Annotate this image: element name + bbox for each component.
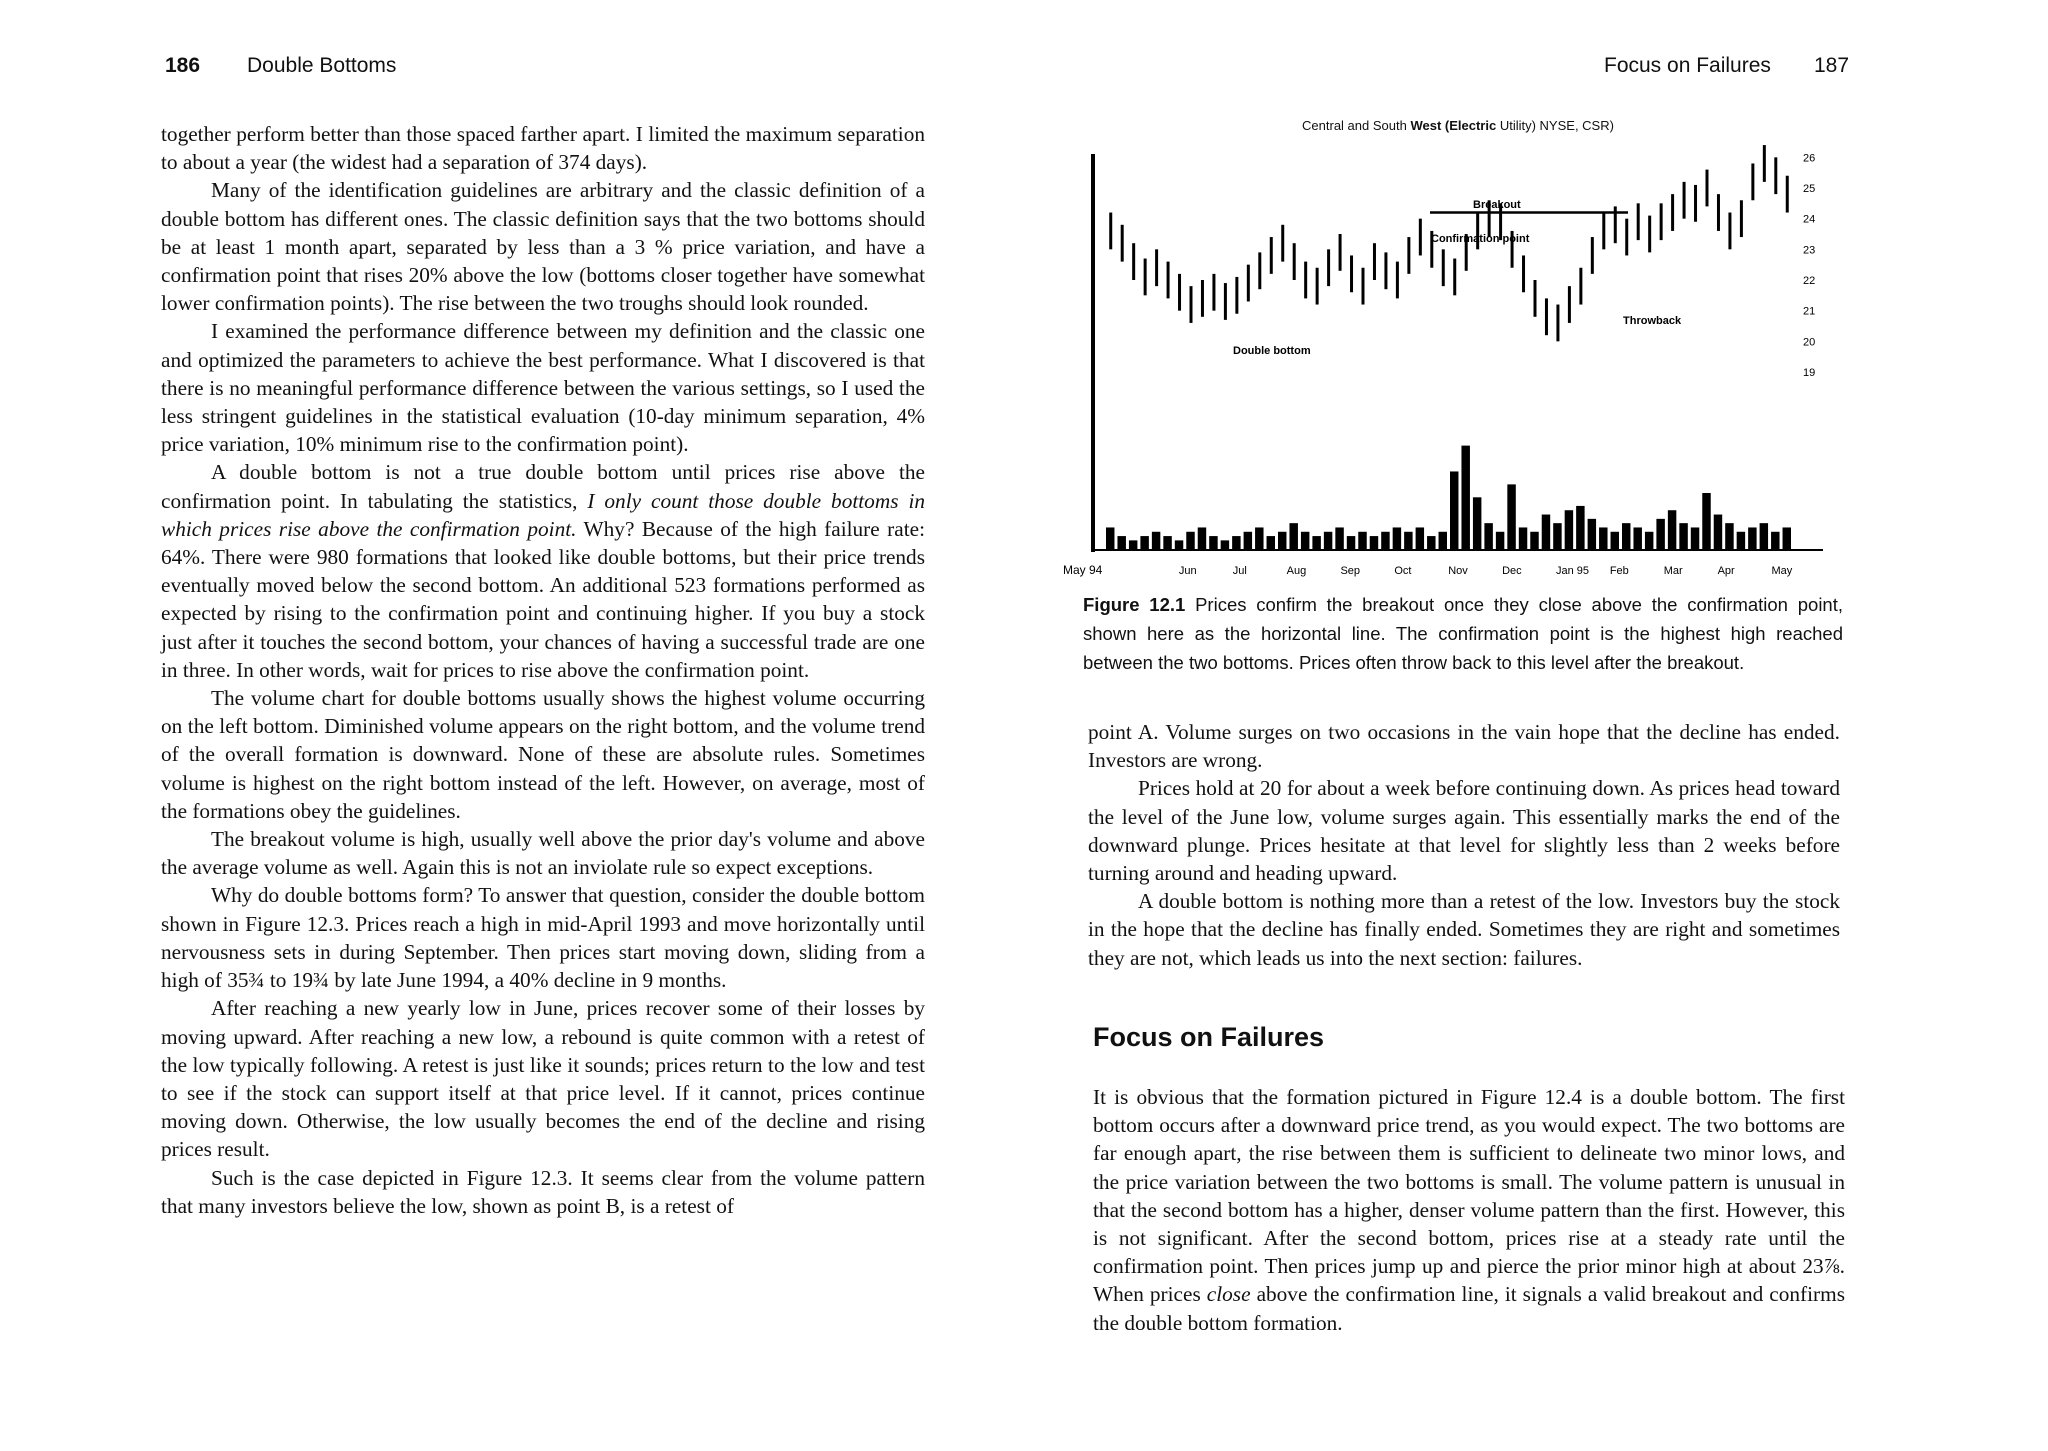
volume-bar [1484, 523, 1492, 549]
volume-bar [1324, 532, 1332, 549]
chart-title-company: Central and South [1302, 118, 1407, 133]
volume-bar [1129, 540, 1137, 549]
volume-bar [1267, 536, 1275, 549]
volume-bar [1347, 536, 1355, 549]
chart-canvas [1063, 112, 1853, 582]
x-tick-label: Jul [1232, 565, 1247, 577]
x-tick-label: Feb [1609, 565, 1629, 577]
right-page-number: 187 [1814, 54, 1850, 77]
volume-bar [1588, 519, 1596, 549]
y-tick-label: 21 [1803, 305, 1816, 318]
y-tick-label: 22 [1803, 275, 1816, 287]
volume-bar [1737, 532, 1745, 549]
volume-bar [1358, 532, 1366, 549]
left-running-head: Double Bottoms [247, 54, 397, 77]
volume-bar [1783, 527, 1791, 549]
volume-bar [1244, 532, 1252, 549]
failures-text-italic: close [1206, 1282, 1251, 1307]
left-text-column [161, 120, 925, 1220]
x-tick-label: Mar [1663, 565, 1683, 577]
volume-bar [1393, 527, 1401, 549]
volume-bar [1771, 532, 1779, 549]
failure-rate-text: Why? Because of the high failure rate: 64%. There were 980 formations that looked like double bottoms, but their price trends eventually moved below the second bottom. An additional 523 formations performed as expected by rising to the confirmation point and continuing higher. If you buy a stock just after it touches the second bottom, your chances of having a successful trade are one in three. In other words, wait for prices to rise above the confirmation point. [161, 516, 925, 682]
volume-bar [1679, 523, 1687, 549]
volume-bar [1427, 536, 1435, 549]
chart-annotation: Breakout [1473, 199, 1521, 211]
chart-title-bold: West (Electric [1410, 118, 1497, 133]
volume-bar [1473, 497, 1481, 549]
x-tick-label: May [1771, 565, 1793, 577]
volume-bar [1622, 523, 1630, 549]
volume-bar [1656, 519, 1664, 549]
y-tick-label: 25 [1803, 183, 1816, 195]
right-running-head: Focus on Failures [1604, 54, 1771, 77]
chart-annotation: Confirmation point [1431, 233, 1530, 245]
figure-label: Figure 12.1 [1083, 594, 1186, 615]
x-tick-label: Aug [1286, 565, 1307, 577]
volume-bar [1278, 532, 1286, 549]
volume-bar [1760, 523, 1768, 549]
figure-caption-text: Prices confirm the breakout once they close above the confirmation point, shown here as the horizontal line. The confirmation point is the highest high reached between the two bottoms. Prices often throw back to this level after the breakout. [1083, 594, 1843, 673]
x-tick-label: Sep [1340, 565, 1361, 577]
failures-text-part1: It is obvious that the formation pictured in Figure 12.4 is a double bottom. The first bottom occurs after a downward price trend, as you would expect. The two bottoms are far enough apart, the rise between them is sufficient to delineate two minor lows, and the price variation between the two bottoms is small. The volume pattern is unusual in that the second bottom has a higher, denser volume pattern than the first. However, this is not significant. After the second bottom, prices rise at a steady rate until the confirmation point. Then prices jump up and pierce the prior minor high at about 23⅞. When prices [1093, 1085, 1845, 1307]
section-heading: Focus on Failures [1093, 1022, 1325, 1052]
volume-bar [1381, 532, 1389, 549]
volume-bar [1186, 532, 1194, 549]
volume-bar [1668, 510, 1676, 549]
volume-bar [1140, 536, 1148, 549]
left-paragraph [161, 458, 925, 684]
volume-bar [1599, 527, 1607, 549]
volume-bar [1565, 510, 1573, 549]
failures-text-part2: above the confirmation line, it signals a valid breakout and confirms the double bottom formation. [1093, 1282, 1845, 1335]
volume-bar [1633, 527, 1641, 549]
left-paragraph: Such is the case depicted in Figure 12.3. It seems clear from the volume pattern that many investors believe the low, shown as point B, is a retest of [161, 1165, 925, 1218]
volume-bar [1163, 536, 1171, 549]
volume-bar [1450, 471, 1458, 549]
volume-bar [1198, 527, 1206, 549]
confirmation-lead: A double bottom is not a true double bottom until prices rise above the confirmation point. In tabulating the statistics, [161, 460, 925, 513]
y-tick-label: 26 [1803, 152, 1816, 165]
y-axis-ticks [1803, 152, 1815, 379]
volume-bar [1611, 532, 1619, 549]
chart-title [1063, 118, 1853, 133]
left-paragraph: Why do double bottoms form? To answer that question, consider the double bottom shown in Figure 12.3. Prices reach a high in mid-April 1993 and move horizontally until nervousness sets in during September. Then prices start moving down, sliding from a high of 35¾ to 19¾ by late June 1994, a 40% decline in 9 months. [161, 883, 925, 993]
right-text-column-top [1088, 718, 1840, 972]
confirmation-italic: I only count those double bottoms in which prices rise above the confirmation point. [161, 488, 926, 541]
price-volume-chart [1063, 112, 1853, 582]
y-tick-label: 24 [1803, 213, 1816, 226]
y-tick-label: 20 [1803, 336, 1816, 349]
x-tick-label: Apr [1717, 565, 1735, 577]
right-paragraph: A double bottom is nothing more than a retest of the low. Investors buy the stock in the hope that the decline has finally ended. Sometimes they are right and sometimes they are not, which leads us into the next section: failures. [1088, 889, 1840, 970]
chart-annotation: Double bottom [1233, 345, 1311, 357]
volume-bar [1714, 515, 1722, 549]
x-tick-label: Dec [1502, 565, 1522, 577]
left-paragraph: I examined the performance difference between my definition and the classic one and optimized the parameters to achieve the best performance. What I discovered is that there is no meaningful performance difference between the various settings, so I used the less stringent guidelines in the statistical evaluation (10-day minimum separation, 4% price variation, 10% minimum rise to the confirmation point). [161, 319, 925, 457]
right-paragraph: point A. Volume surges on two occasions in the vain hope that the decline has ended. Investors are wrong. [1088, 720, 1840, 773]
x-tick-label: Nov [1448, 565, 1468, 577]
volume-bar [1152, 532, 1160, 549]
volume-bar [1255, 527, 1263, 549]
left-paragraph: together perform better than those spaced farther apart. I limited the maximum separation to about a year (the widest had a separation of 374 days). [161, 122, 925, 175]
volume-bar [1507, 484, 1515, 549]
volume-bar [1117, 536, 1125, 549]
left-paragraph: After reaching a new yearly low in June, prices recover some of their losses by moving upward. After reaching a new low, a rebound is quite common with a retest of the low typically following. A retest is just like it sounds; prices return to the low and test to see if the stock can support itself at that price level. If it cannot, prices continue moving down. Otherwise, the low usually becomes the end of the decline and rising prices result. [161, 996, 925, 1162]
volume-bar [1289, 523, 1297, 549]
volume-bar [1530, 532, 1538, 549]
volume-bar [1370, 536, 1378, 549]
volume-bar [1553, 523, 1561, 549]
volume-bar [1645, 532, 1653, 549]
x-tick-label: Oct [1394, 565, 1412, 577]
x-tick-label: May 94 [1063, 563, 1103, 577]
volume-bar [1702, 493, 1710, 549]
left-paragraph: The volume chart for double bottoms usually shows the highest volume occurring on the left bottom. Diminished volume appears on the right bottom, and the volume trend of the overall formation is downward. None of these are absolute rules. Sometimes volume is highest on the right bottom instead of the left. However, on average, most of the formations obey the guidelines. [161, 686, 925, 823]
right-text-column-bottom [1093, 1083, 1845, 1337]
volume-bar [1416, 527, 1424, 549]
volume-bar [1209, 536, 1217, 549]
figure-caption [1083, 590, 1843, 677]
right-paragraph [1093, 1083, 1845, 1337]
volume-bar [1496, 532, 1504, 549]
volume-bar [1439, 532, 1447, 549]
volume-bar [1725, 523, 1733, 549]
volume-bar [1461, 446, 1469, 549]
volume-bar [1106, 527, 1114, 549]
volume-bar [1542, 515, 1550, 549]
x-tick-label: Jan 95 [1555, 565, 1589, 577]
volume-bar [1301, 532, 1309, 549]
volume-bar [1175, 540, 1183, 549]
x-tick-label: Jun [1178, 565, 1197, 577]
volume-bar [1691, 527, 1699, 549]
volume-bar [1335, 527, 1343, 549]
volume-bars [1106, 446, 1791, 549]
y-tick-label: 19 [1803, 367, 1816, 379]
volume-bar [1221, 540, 1229, 549]
chart-annotation: Throwback [1623, 315, 1682, 327]
volume-bar [1404, 532, 1412, 549]
right-paragraph: Prices hold at 20 for about a week before continuing down. As prices head toward the level of the June low, volume surges again. This essentially marks the end of the downward plunge. Prices hesitate at that level for slightly less than 2 weeks before turning around and heading upward. [1088, 776, 1840, 886]
volume-bar [1519, 527, 1527, 549]
y-tick-label: 23 [1803, 244, 1816, 257]
volume-bar [1576, 506, 1584, 549]
left-page-number: 186 [165, 54, 201, 77]
volume-bar [1232, 536, 1240, 549]
volume-bar [1748, 527, 1756, 549]
left-paragraph: Many of the identification guidelines are arbitrary and the classic definition of a double bottom has different ones. The classic definition says that the two bottoms should be at least 1 month apart, separated by less than a 3 % price variation, and have a confirmation point that rises 20% above the low (bottoms closer together have somewhat lower confirmation points). The rise between the two troughs should look rounded. [161, 178, 925, 316]
x-axis-ticks [1063, 563, 1793, 577]
left-paragraph: The breakout volume is high, usually well above the prior day's volume and above the average volume as well. Again this is not an inviolate rule so expect exceptions. [161, 827, 925, 880]
volume-bar [1312, 536, 1320, 549]
chart-title-tail: Utility) NYSE, CSR) [1499, 118, 1614, 133]
